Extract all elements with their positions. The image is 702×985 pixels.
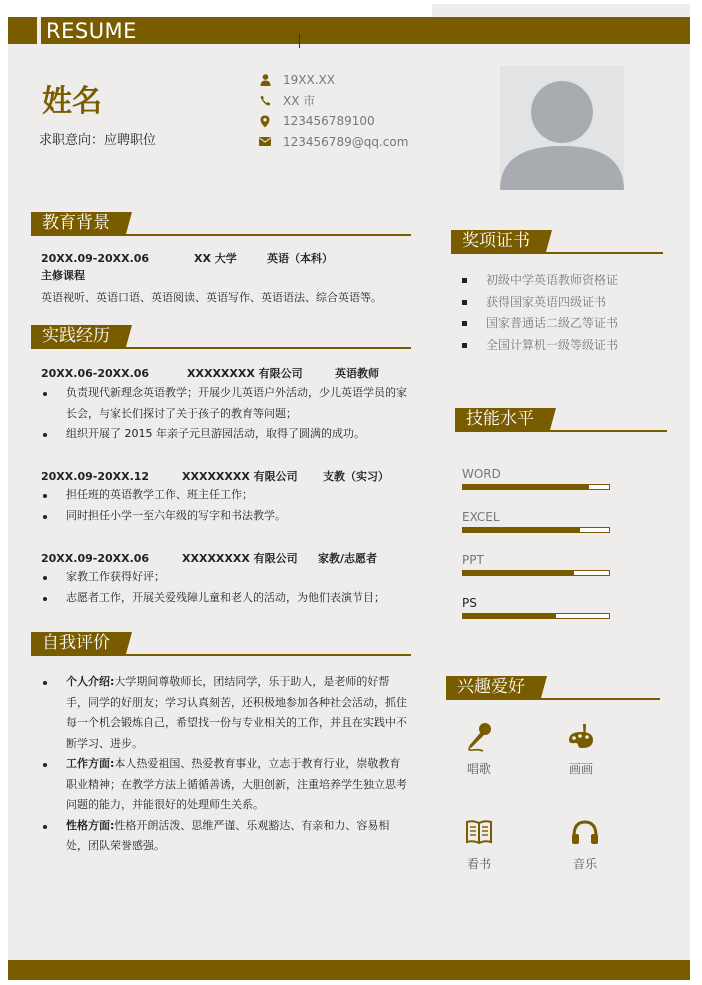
contact-city-text: XX 市 xyxy=(283,94,316,109)
job-company: XXXXXXXX 有限公司 xyxy=(182,470,298,483)
phone-icon xyxy=(258,94,272,108)
section-hobbies-header xyxy=(446,676,660,700)
section-title: 实践经历 xyxy=(31,325,126,347)
item-label: 个人介绍: xyxy=(66,675,115,688)
section-tag-corner xyxy=(550,408,556,430)
job-2-header xyxy=(41,468,389,484)
skill-bar xyxy=(462,484,610,490)
person-icon xyxy=(258,73,272,87)
item-text: 大学期间尊敬师长，团结同学，乐于助人，是老师的好帮手，同学的好朋友；学习认真刻苦，还积极地参加各种社会活动，抓住每一个机会锻炼自己，希望找一份与专业相关的工作，并且在实践中不断学习、进步。 xyxy=(66,675,407,750)
skill-ps xyxy=(462,596,610,619)
list-item: 负责现代新理念英语教学；开展少儿英语户外活动，少儿英语学员的家长会，与家长们探讨了关于孩子的教育等问题； xyxy=(41,383,409,424)
education-row xyxy=(41,250,333,266)
contact-birth-text: 19XX.XX xyxy=(283,73,335,88)
hobby-label: 看书 xyxy=(466,857,491,871)
job-2-list xyxy=(41,485,409,526)
section-tag-corner xyxy=(546,230,552,252)
header-divider xyxy=(37,17,41,44)
list-item: 国家普通话二级乙等证书 xyxy=(461,313,618,335)
hobby-music xyxy=(555,815,615,872)
contact-phone-text: 123456789100 xyxy=(283,114,375,129)
mail-icon xyxy=(258,135,272,149)
job-period: 20XX.09-20XX.06 xyxy=(41,552,150,565)
job-company: XXXXXXXX 有限公司 xyxy=(187,367,303,380)
palette-icon xyxy=(551,720,611,754)
hobby-label: 唱歌 xyxy=(466,762,491,776)
skill-bar-fill xyxy=(463,485,589,489)
list-item: 同时担任小学一至六年级的写字和书法教学。 xyxy=(41,506,409,527)
section-tag-corner xyxy=(541,676,547,698)
job-1-header xyxy=(41,365,379,381)
section-skills-header xyxy=(455,408,667,432)
item-label: 工作方面: xyxy=(66,757,115,770)
avatar-silhouette-icon xyxy=(500,66,624,190)
skill-bar xyxy=(462,613,610,619)
section-underline xyxy=(446,698,660,700)
skill-bar-fill xyxy=(463,571,574,575)
section-underline xyxy=(31,654,411,656)
skill-bar-fill xyxy=(463,614,556,618)
list-item xyxy=(41,816,407,857)
section-underline xyxy=(31,347,411,349)
list-item: 初级中学英语教师资格证 xyxy=(461,270,618,292)
section-certificates-header xyxy=(451,230,663,254)
text-cursor xyxy=(299,34,300,48)
contact-phone xyxy=(258,111,408,132)
item-text: 本人热爱祖国、热爱教育事业，立志于教育行业，崇敬教育职业精神；在教学方法上循循善诱，大胆创新，注重培养学生独立思考问题的能力，并能很好的处理师生关系。 xyxy=(66,757,407,811)
item-label: 性格方面: xyxy=(66,818,115,832)
job-intent: 求职意向：应聘职位 xyxy=(39,133,157,148)
certificate-list xyxy=(461,270,618,356)
item-text: 性格开朗活泼、思维严谨、乐观豁达、有亲和力、容易相处，团队荣誉感强。 xyxy=(66,818,390,852)
hobby-label: 画画 xyxy=(568,762,593,776)
list-item: 全国计算机一级等级证书 xyxy=(461,335,618,357)
section-title: 奖项证书 xyxy=(451,230,546,252)
section-self-eval-header xyxy=(31,632,411,656)
skill-word xyxy=(462,467,610,490)
section-underline xyxy=(451,252,663,254)
contact-info xyxy=(258,70,408,152)
skill-name: PPT xyxy=(462,553,484,567)
section-underline xyxy=(455,430,667,432)
courses-label: 主修课程 xyxy=(41,269,85,282)
section-education-header xyxy=(31,212,411,236)
job-3-list xyxy=(41,567,409,608)
section-title: 教育背景 xyxy=(31,212,126,234)
section-underline xyxy=(31,234,411,236)
job-company: XXXXXXXX 有限公司 xyxy=(182,552,298,565)
job-role: 支教（实习） xyxy=(323,470,389,483)
microphone-icon xyxy=(449,720,509,754)
skill-bar-fill xyxy=(463,528,580,532)
headphones-icon xyxy=(555,815,615,849)
list-item: 组织开展了 2015 年亲子元旦游园活动，取得了圆满的成功。 xyxy=(41,424,409,445)
skill-excel xyxy=(462,510,610,533)
hobby-reading xyxy=(449,815,509,872)
hobby-label: 音乐 xyxy=(572,857,597,871)
skill-name: WORD xyxy=(462,467,501,481)
job-period: 20XX.06-20XX.06 xyxy=(41,367,150,380)
section-title: 技能水平 xyxy=(455,408,550,430)
section-title: 自我评价 xyxy=(31,632,126,654)
job-period: 20XX.09-20XX.12 xyxy=(41,470,150,483)
skill-bar xyxy=(462,527,610,533)
footer-band xyxy=(8,960,690,980)
skill-bar xyxy=(462,570,610,576)
book-icon xyxy=(449,815,509,849)
list-item: 担任班的英语教学工作、班主任工作； xyxy=(41,485,409,506)
contact-birth xyxy=(258,70,408,91)
section-title: 兴趣爱好 xyxy=(446,676,541,698)
job-3-header xyxy=(41,550,377,566)
location-pin-icon xyxy=(258,114,272,128)
list-item: 获得国家英语四级证书 xyxy=(461,292,618,314)
list-item: 志愿者工作，开展关爱残障儿童和老人的活动，为他们表演节目； xyxy=(41,588,409,609)
section-tag-corner xyxy=(126,632,132,654)
job-role: 家教/志愿者 xyxy=(318,552,378,565)
candidate-name: 姓名 xyxy=(42,84,102,119)
skill-name: EXCEL xyxy=(462,510,500,524)
education-period: 20XX.09-20XX.06 xyxy=(41,252,150,265)
education-major: 英语（本科） xyxy=(267,252,333,265)
hobby-painting xyxy=(551,720,611,777)
list-item xyxy=(41,754,407,816)
education-school: XX 大学 xyxy=(194,252,237,265)
list-item xyxy=(41,672,407,754)
profile-photo-placeholder xyxy=(500,66,624,190)
section-tag-corner xyxy=(126,325,132,347)
contact-city xyxy=(258,91,408,112)
contact-email xyxy=(258,132,408,153)
skill-name: PS xyxy=(462,596,477,610)
header-top-strip xyxy=(8,4,432,17)
contact-email-text: 123456789@qq.com xyxy=(283,134,409,149)
resume-title: RESUME xyxy=(46,19,137,43)
section-practice-header xyxy=(31,325,411,349)
job-role: 英语教师 xyxy=(335,367,379,380)
skill-ppt xyxy=(462,553,610,576)
hobby-singing xyxy=(449,720,509,777)
section-tag-corner xyxy=(126,212,132,234)
job-1-list xyxy=(41,383,409,445)
list-item: 家教工作获得好评； xyxy=(41,567,409,588)
courses-text: 英语视听、英语口语、英语阅读、英语写作、英语语法、综合英语等。 xyxy=(41,291,382,304)
self-eval-list xyxy=(41,672,407,857)
